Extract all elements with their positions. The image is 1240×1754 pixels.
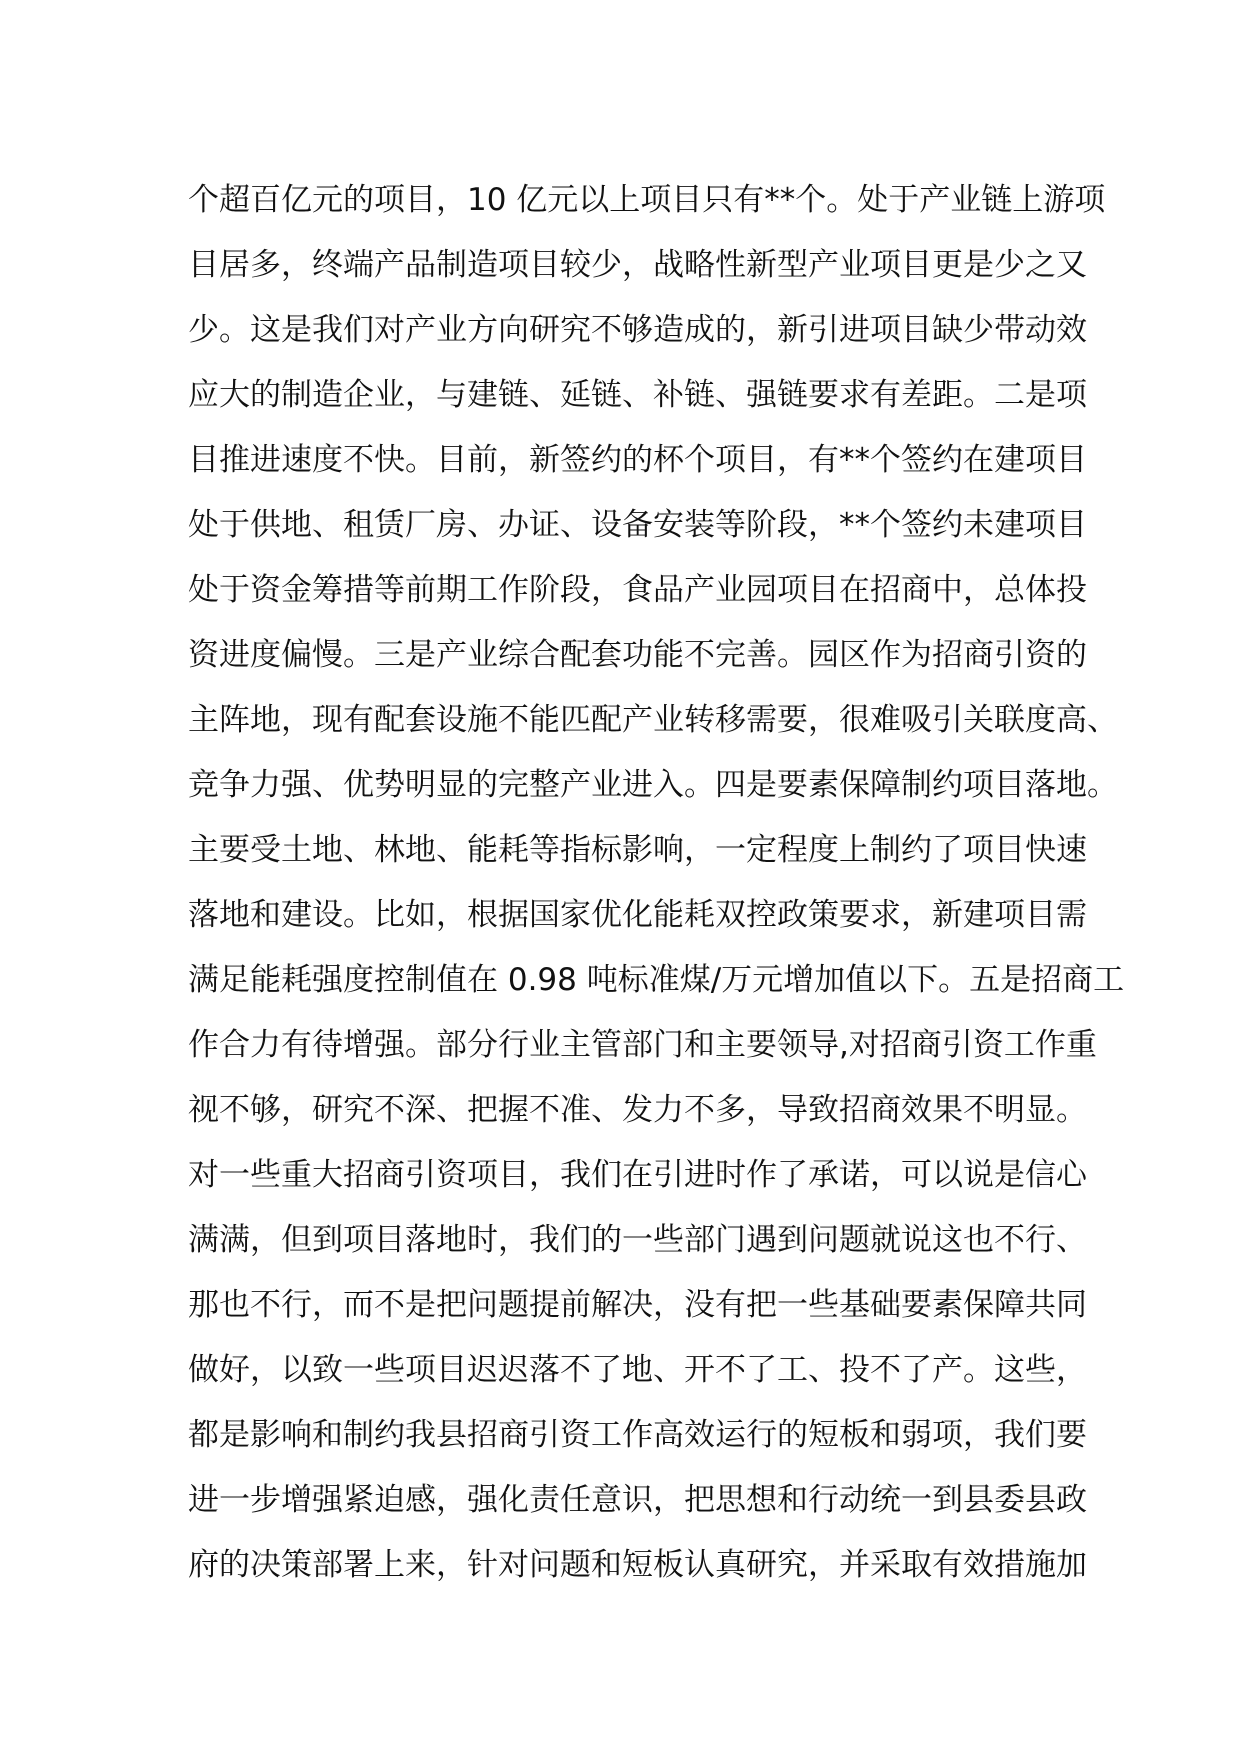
text-line: 进一步增强紧迫感，强化责任意识，把思想和行动统一到县委县政: [188, 1482, 1087, 1518]
text-line: 视不够，研究不深、把握不准、发力不多，导致招商效果不明显。: [188, 1092, 1087, 1128]
text-line: 处于供地、租赁厂房、办证、设备安装等阶段，**个签约未建项目: [188, 507, 1087, 543]
text-line: 府的决策部署上来，针对问题和短板认真研究，并采取有效措施加: [188, 1547, 1087, 1583]
text-line: 目居多，终端产品制造项目较少，战略性新型产业项目更是少之又: [188, 247, 1087, 283]
text-line: 少。这是我们对产业方向研究不够造成的，新引进项目缺少带动效: [188, 312, 1087, 348]
text-line: 作合力有待增强。部分行业主管部门和主要领导,对招商引资工作重: [188, 1027, 1097, 1063]
text-line: 那也不行，而不是把问题提前解决，没有把一些基础要素保障共同: [188, 1287, 1087, 1323]
text-line: 主要受土地、林地、能耗等指标影响，一定程度上制约了项目快速: [188, 832, 1087, 868]
text-line: 对一些重大招商引资项目，我们在引进时作了承诺，可以说是信心: [188, 1157, 1087, 1193]
text-line: 满足能耗强度控制值在 0.98 吨标准煤/万元增加值以下。五是招商工: [188, 962, 1125, 998]
text-line: 主阵地，现有配套设施不能匹配产业转移需要，很难吸引关联度高、: [188, 702, 1118, 738]
text-line: 都是影响和制约我县招商引资工作高效运行的短板和弱项，我们要: [188, 1417, 1087, 1453]
text-line: 竞争力强、优势明显的完整产业进入。四是要素保障制约项目落地。: [188, 767, 1118, 803]
text-line: 资进度偏慢。三是产业综合配套功能不完善。园区作为招商引资的: [188, 637, 1087, 673]
text-line: 应大的制造企业，与建链、延链、补链、强链要求有差距。二是项: [188, 377, 1087, 413]
text-line: 满满，但到项目落地时，我们的一些部门遇到问题就说这也不行、: [188, 1222, 1087, 1258]
text-line: 做好，以致一些项目迟迟落不了地、开不了工、投不了产。这些，: [188, 1352, 1087, 1388]
text-line: 个超百亿元的项目，10 亿元以上项目只有**个。处于产业链上游项: [188, 182, 1106, 218]
text-line: 目推进速度不快。目前，新签约的杯个项目，有**个签约在建项目: [188, 442, 1087, 478]
body-paragraph: [188, 168, 1188, 1598]
text-line: 落地和建设。比如，根据国家优化能耗双控政策要求，新建项目需: [188, 897, 1087, 933]
text-line: 处于资金筹措等前期工作阶段，食品产业园项目在招商中，总体投: [188, 572, 1087, 608]
